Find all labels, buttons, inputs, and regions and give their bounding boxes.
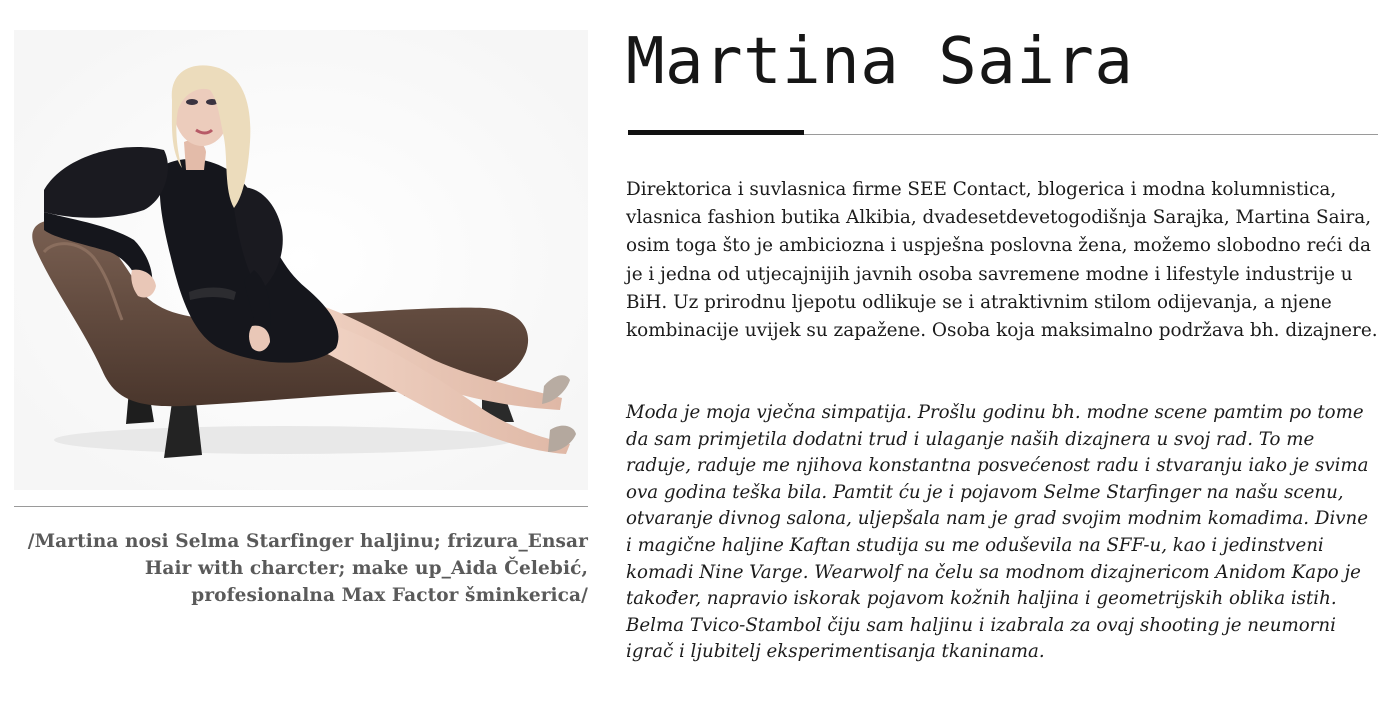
fashion-photo [14, 30, 588, 490]
eye-left [186, 99, 198, 105]
title-divider-accent [628, 130, 804, 135]
article-quote: Moda je moja vječna simpatija. Prošlu godinu bh. modne scene pamtim po tome da sam primjetila dodatni trud i ulaganje naših dizajnera u svoj rad. To me raduje, raduje me njihova konstantna posvećenost radu i stvaranju iako je svima ova godina teška bila. Pamtit ću je i pojavom Selme Starfinger na našu scenu, otvaranje divnog salona, uljepšala nam je grad svojim modnim komadima. Divne i magične haljine Kaftan studija su me oduševila na SFF-u, kao i jedinstveni komadi Nine Varge. Wearwolf na čelu sa modnom dizajnericom Anidom Kapo je također, napravio iskorak pojavom kožnih haljina i geometrijskih oblika istih. Belma Tvico-Stambol čiju sam haljinu i izabrala za ovaj shooting je neumorni igrač i ljubitelj eksperimentisanja tkaninama. [626, 402, 1369, 663]
fashion-photo-illustration [14, 30, 588, 490]
photo-caption: /Martina nosi Selma Starfinger haljinu; frizura_Ensar Hair with charcter; make up_Aida Čelebić, profesionalna Max Factor šminkerica/ [27, 531, 588, 606]
floor-shadow [54, 426, 514, 454]
article-bio: Direktorica i suvlasnica firme SEE Contact, blogerica i modna kolumnistica, vlasnica fashion butika Alkibia, dvadesetdevetogodišnja Sarajka, Martina Saira, osim toga što je ambiciozna i uspješna poslovna žena, možemo slobodno reći da je i jedna od utjecajnijih javnih osoba savremene modne i lifestyle industrije u BiH. Uz prirodnu ljepotu odlikuje se i atraktivnim stilom odijevanja, a njene kombinacije uvijek su zapažene. Osoba koja maksimalno podržava bh. dizajnere. [626, 179, 1378, 342]
caption-divider [14, 506, 588, 507]
article-title: Martina Saira [626, 25, 1134, 99]
